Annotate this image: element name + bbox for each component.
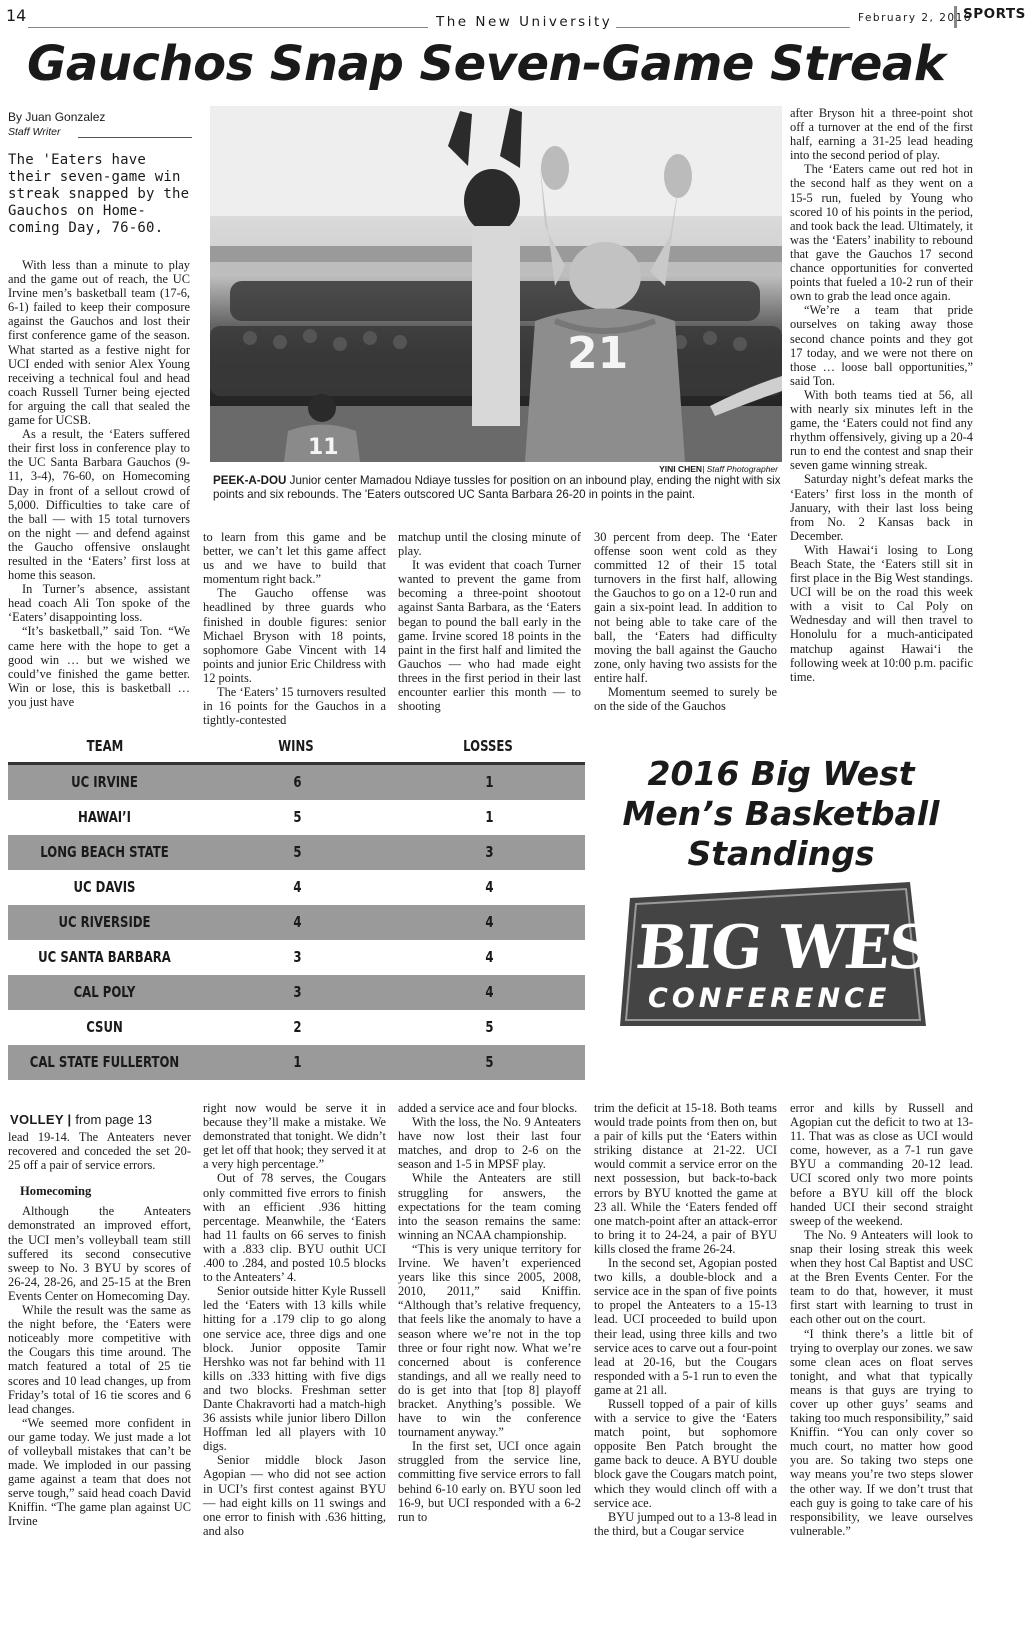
volley-column-5 <box>790 1101 973 1635</box>
paragraph: BYU jumped out to a 13-8 lead in the third, but a Cougar service <box>594 1509 777 1538</box>
paragraph: Out of 78 serves, the Cougars only committed five errors to finish with an efficient .936 hitting percentage. Meanwhile, the ‘Eaters had 11 faults on 66 serves to finish with a .833 clip. BYU outhit UCI .400 to .284, and posted 10.5 blocks to the Anteaters’ 4. <box>203 1171 386 1285</box>
table-row <box>8 835 585 870</box>
jersey-number-back: 11 <box>308 435 339 460</box>
team-wins: 5 <box>293 843 302 861</box>
paragraph: Momentum seemed to surely be on the side of the Gauchos <box>594 685 777 714</box>
byline-role: Staff Writer <box>8 126 61 138</box>
article-column-4 <box>594 530 777 720</box>
team-losses: 5 <box>485 1053 494 1071</box>
team-name: UC SANTA BARBARA <box>38 948 171 966</box>
big-west-logo-graphic <box>620 876 977 1026</box>
page-number: 14 <box>6 6 27 25</box>
paragraph: As a result, the ‘Eaters suffered their first loss in conference play to the UC Santa Barbara Gauchos (9-11, 3-4), 76-60, on Homecoming Day in front of a sellout crowd of 5,000. Difficulties to take care of the ball — with 15 total turnovers on the night — and defend against the Gaucho offensive onslaught resulted in the ‘Eaters’ first loss at home this season. <box>8 427 190 583</box>
table-row <box>8 905 585 940</box>
team-name: CSUN <box>86 1018 123 1036</box>
paragraph: “We seemed more confident in our game today. We just made a lot of volleyball mistakes that can’t be made. We imploded in our passing game against a team that does not serve tough,” said head coach David Kniffin. “The game plan against UC Irvine <box>8 1415 191 1529</box>
header-rule-left <box>28 27 428 28</box>
paragraph: to learn from this game and be better, we can’t let this game affect us and we have to build that momentum right back.” <box>203 530 386 587</box>
paragraph: The No. 9 Anteaters will look to snap their losing streak this week when they host Cal Baptist and USC at the Bren Events Center. For the team to do that, however, it must first start with learning to trust in each other out on the court. <box>790 1227 973 1327</box>
paragraph: matchup until the closing minute of play. <box>398 530 581 559</box>
paragraph: With both teams tied at 56, all with nearly six minutes left in the game, the ‘Eaters could not find any rhythm offensively, giving up a 20-4 run to end the contest and snap their seven game winning streak. <box>790 387 973 473</box>
team-name: CAL POLY <box>73 983 136 1001</box>
paragraph: “We’re a team that pride ourselves on taking away those second chance points and they got 17 today, and we were not there on those … loose ball opportunities,” said Ton. <box>790 303 973 388</box>
headline: Gauchos Snap Seven-Game Streak <box>27 36 946 92</box>
basketball-photo-illustration <box>210 106 782 462</box>
team-wins: 6 <box>293 773 302 791</box>
team-wins: 1 <box>293 1053 302 1071</box>
section-label: SPORTS <box>954 6 1024 28</box>
paragraph: Saturday night’s defeat marks the ‘Eaters’ first loss in the month of January, with their last loss being from No. 2 Kansas back in December. <box>790 472 973 543</box>
volley-kicker: VOLLEY <box>10 1112 64 1127</box>
team-losses: 4 <box>485 878 494 896</box>
photo-caption <box>213 474 783 502</box>
team-losses: 3 <box>485 843 494 861</box>
caption-kicker: PEEK-A-DOU <box>213 474 287 487</box>
byline: By Juan Gonzalez <box>8 110 106 124</box>
paragraph: right now would be serve it in because they’ll make a mistake. We demonstrated that tonight. We didn’t get let off that hook; they served it at a very high percentage.” <box>203 1101 386 1172</box>
caption-text: Junior center Mamadou Ndiaye tussles for position on an inbound play, ending the night with six points and six rebounds. The 'Eaters outscored UC Santa Barbara 26-20 in points in the paint. <box>213 474 781 501</box>
photo-credit <box>600 464 778 474</box>
photo-credit-role: | Staff Photographer <box>702 464 778 474</box>
article-column-5 <box>790 106 973 720</box>
team-name: CAL STATE FULLERTON <box>29 1053 180 1071</box>
team-name: LONG BEACH STATE <box>40 843 169 861</box>
team-wins: 3 <box>293 948 302 966</box>
big-west-logo <box>620 876 977 1026</box>
table-row <box>8 1045 585 1080</box>
volley-jump-from: from page 13 <box>75 1112 152 1127</box>
table-row <box>8 1010 585 1045</box>
team-wins: 4 <box>293 878 302 896</box>
paragraph: The ‘Eaters’ 15 turnovers resulted in 16 points for the Gauchos in a tightly-contested <box>203 685 386 728</box>
standings-header-team: TEAM <box>86 737 124 755</box>
team-name: UC RIVERSIDE <box>58 913 151 931</box>
team-wins: 2 <box>293 1018 302 1036</box>
article-column-3 <box>398 530 581 720</box>
table-row <box>8 940 585 975</box>
table-row <box>8 765 585 800</box>
paragraph: “It’s basketball,” said Ton. “We came here with the hope to get a good win … but we wished we could’ve finished the game better. Win or lose, this is basketball … you just have <box>8 624 190 709</box>
paragraph: 30 percent from deep. The ‘Eater offense soon went cold as they committed 12 of their 15 total turnovers in the first half, allowing the Gauchos to go on a 12-0 run and gain a six-point lead. In addition to not being able to take care of the ball, the ‘Eaters had difficulty moving the ball against the Gaucho zone, only having two assists for the entire half. <box>594 530 777 685</box>
paragraph: lead 19-14. The Anteaters never recovered and conceded the set 20-25 off a pair of service errors. <box>8 1130 191 1173</box>
paragraph: Senior middle block Jason Agopian — who did not see action in UCI’s first contest against BYU — had eight kills on 11 swings and one error to finish with .636 hitting, and also <box>203 1453 386 1538</box>
team-wins: 3 <box>293 983 302 1001</box>
team-wins: 5 <box>293 808 302 826</box>
volley-column-2 <box>203 1101 386 1635</box>
volley-column-1 <box>8 1130 191 1635</box>
table-row <box>8 800 585 835</box>
paragraph: after Bryson hit a three-point shot off a turnover at the end of the first half, earning a 31-25 lead heading into the second period of play. <box>790 106 973 163</box>
team-losses: 1 <box>485 773 494 791</box>
paragraph: added a service ace and four blocks. <box>398 1101 578 1115</box>
volley-column-3 <box>398 1101 581 1635</box>
paragraph: In the first set, UCI once again struggled from the service line, committing five service errors to fall behind 6-10 early on. BYU soon led 16-9, but UCI responded with a 6-2 run to <box>398 1439 581 1524</box>
team-losses: 5 <box>485 1018 494 1036</box>
logo-line-1: BIG WEST <box>632 913 977 983</box>
standings-header-wins: WINS <box>278 737 314 755</box>
team-wins: 4 <box>293 913 302 931</box>
paragraph: In Turner’s absence, assistant head coach Ali Ton spoke of the ‘Eaters’ disappointing loss. <box>8 582 190 625</box>
paragraph: The ‘Eaters came out red hot in the second half as they went on a 15-5 run, fueled by Young who scored 10 of his points in the period, and took back the lead. Ultimately, it was the ‘Eaters’ inability to rebound that gave the Gauchos 17 second chance opportunities for converted points that fueled a 10-2 run of their own to grab the lead once again. <box>790 162 973 304</box>
paragraph: With less than a minute to play and the game out of reach, the UC Irvine men’s basketball team (17-6, 6-1) failed to keep their composure against the Gauchos and lost their first conference game of the season. What started as a festive night for UCI ended with senior Alex Young receiving a technical foul and head coach Russell Turner being ejected for arguing the call that sealed the game for UCSB. <box>8 258 190 428</box>
paragraph: While the Anteaters are still struggling for answers, the expectations for the team coming into the season remains the same: winning an NCAA championship. <box>398 1171 581 1242</box>
table-row <box>8 975 585 1010</box>
deck: The 'Eaters have their seven-game win streak snapped by the Gauchos on Home-coming Day, 76-60. <box>8 152 190 236</box>
paragraph: With the loss, the No. 9 Anteaters have now lost their last four matches, and drop to 2-6 on the season and 1-5 in MPSF play. <box>398 1115 581 1172</box>
paragraph: error and kills by Russell and Agopian cut the deficit to two at 13-11. That was as close as UCI would come, however, as a 7-1 run gave BYU a commanding 20-12 lead. UCI scored only two more points before a BYU kill off the block handed UCI their second straight sweep of the weekend. <box>790 1101 973 1228</box>
team-losses: 1 <box>485 808 494 826</box>
team-losses: 4 <box>485 948 494 966</box>
byline-rule <box>78 137 192 138</box>
article-column-2 <box>203 530 386 728</box>
article-column-1 <box>8 258 190 720</box>
paragraph: With Hawai‘i losing to Long Beach State, the ‘Eaters still sit in first place in the Big West standings. UCI will be on the road this week with a visit to Cal Poly on Wednesday and will then travel to Honolulu for a much-anticipated matchup against Hawai‘i the following week at 10:00 p.m. pacific time. <box>790 542 973 684</box>
team-losses: 4 <box>485 983 494 1001</box>
paragraph: Senior outside hitter Kyle Russell led the ‘Eaters with 13 kills while hitting for a .179 clip to go along one service ace, three digs and one block. Junior opposite Tamir Hershko was not far behind with 11 kills on .333 hitting with five digs and two blocks. Freshman setter Dante Chakravorti had a match-high 36 assists while junior libero Dillon Hoffman led all players with 10 digs. <box>203 1284 386 1454</box>
logo-line-2: CONFERENCE <box>648 983 891 1014</box>
paragraph: It was evident that coach Turner wanted to prevent the game from becoming a three-point shootout against Santa Barbara, as the ‘Eaters began to pound the ball early in the game. Irvine scored 18 points in the paint in the first half and limited the Gauchos — who had made eight threes in the first period in their last encounter earlier this month — to shooting <box>398 558 581 714</box>
team-losses: 4 <box>485 913 494 931</box>
volley-subhead: Homecoming <box>20 1184 92 1199</box>
newspaper-name: The New University <box>432 14 616 30</box>
team-name: UC IRVINE <box>71 773 138 791</box>
basketball-photo <box>210 106 782 462</box>
paragraph: While the result was the same as the night before, the ‘Eaters were noticeably more competitive with the Cougars this time around. The match featured a total of 25 tie scores and 10 lead changes, up from Friday’s total of 16 tie scores and 6 lead changes. <box>8 1303 191 1416</box>
paragraph: Russell topped of a pair of kills with a service to give the ‘Eaters match point, but sophomore opposite Ben Patch brought the game back to deuce. A BYU double block gave the Cougars match point, which they would clinch off with a service ace. <box>594 1396 777 1510</box>
jersey-number-front: 21 <box>567 328 629 379</box>
volley-jump-line <box>10 1112 152 1127</box>
volley-column-4 <box>594 1101 777 1635</box>
paragraph: trim the deficit at 15-18. Both teams would trade points from then on, but a pair of kills put the ‘Eaters within striking distance at 21-22. UCI would commit a service error on the next possession, but back-to-back errors by BYU knotted the game at 23 all. While the ‘Eaters fended off one match-point after an attack-error to bring it to 24-24, a pair of BYU kills closed the frame 26-24. <box>594 1101 777 1256</box>
issue-date: February 2, 2016 <box>858 12 972 24</box>
paragraph: The Gaucho offense was headlined by three guards who finished in double figures: senior Michael Bryson with 18 points, sophomore Gabe Vincent with 14 points and junior Eric Childress with 12 points. <box>203 586 386 685</box>
paragraph: “I think there’s a little bit of trying to overplay our zones. we saw some clean aces on float serves tonight, and what that typically means is that guys are trying to cover up other guys’ seams and taking too much responsibility,” said Kniffin. “You can only cover so much court, no matter how good you are. So taking two steps one way means you’re two steps slower the other way. If we don’t trust that each guy is going to take care of his responsibility, we leave ourselves vulnerable.” <box>790 1326 973 1538</box>
standings-header-losses: LOSSES <box>463 737 513 755</box>
photo-credit-name: YINI CHEN <box>659 464 703 474</box>
standings-title: 2016 Big West Men’s Basketball Standings <box>622 754 940 873</box>
volley-kicker-separator: | <box>63 1112 76 1127</box>
paragraph: Although the Anteaters demonstrated an improved effort, the UCI men’s volleyball team still suffered its second consecutive sweep to No. 3 BYU by scores of 26-24, 28-26, and 25-15 at the Bren Events Center on Homecoming Day. <box>8 1204 191 1303</box>
table-row <box>8 870 585 905</box>
paragraph: “This is very unique territory for Irvine. We haven’t experienced years like this since 2005, 2008, 2010, 2011,” said Kniffin. “Although that’s relative frequency, that feels like the anomaly to have a season where we’re not in the top three or four right now. What we’re concerned about is conference standings, and all we really need to do is get into that [top 8] playoff bracket. Anything’s possible. We have to win the conference tournament anyway.” <box>398 1241 581 1440</box>
team-name: HAWAI’I <box>78 808 131 826</box>
team-name: UC DAVIS <box>73 878 136 896</box>
paragraph: In the second set, Agopian posted two kills, a double-block and a service ace in the span of five points to propel the Anteaters to a 15-13 lead. UCI proceeded to build upon their lead, using three kills and two service aces to carve out a four-point lead at 20-16, but the Cougars responded with a 5-1 run to even the game at 21 all. <box>594 1256 777 1397</box>
